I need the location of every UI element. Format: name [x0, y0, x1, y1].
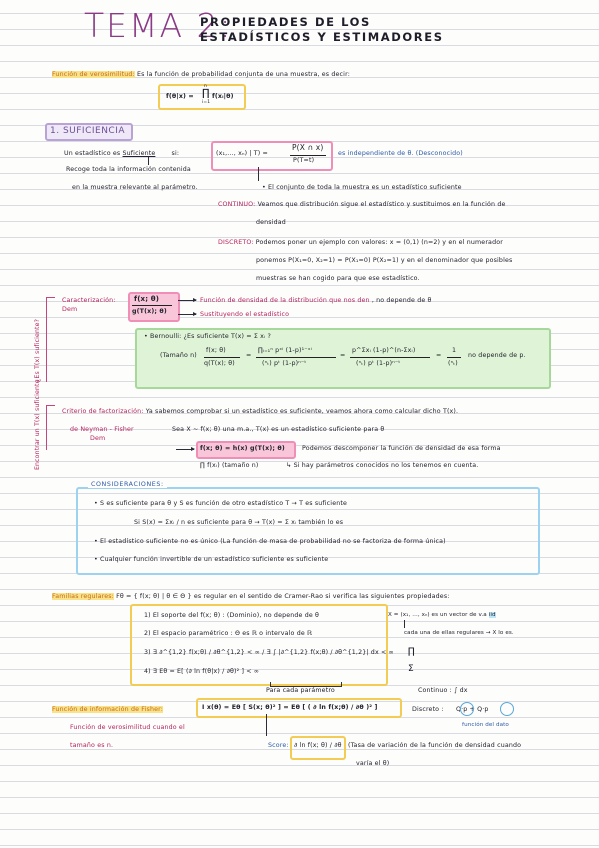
consideracion-1: • S es suficiente para θ y S es función de otro estadístico T → T es suficiente [94, 500, 348, 507]
discreto-text: Podemos poner un ejemplo con valores: x = (0,1) (n=2) y en el numerador [255, 239, 503, 246]
arrow-text-density: Función de densidad de la distribución que nos den [200, 297, 370, 304]
fisher-label: Función de información de Fisher: [52, 706, 164, 713]
continuo-line-1 [218, 201, 506, 208]
side-label-encontrar: Encontrar un T(x) suficiente [34, 379, 41, 470]
fisher-score-formula: ∂ ln f(x; θ) / ∂θ [294, 742, 342, 749]
caracterizacion-f: f(x; θ) [134, 295, 160, 303]
side-label-suficiente: ¿Es T(x) suficiente? [34, 318, 41, 382]
bernoulli-line-4 [447, 357, 461, 358]
factorizacion-neyman: de Neyman - Fisher [70, 426, 134, 433]
continuo-text: Veamos que distribución sigue el estadístico y sustituimos en la función de [257, 201, 506, 208]
continuo-line-2: densidad [256, 219, 286, 226]
bernoulli-mid-den: (ⁿₜ) pᵗ (1-p)ⁿ⁻ᵗ [262, 360, 307, 367]
fisher-discreto-formula: Q·p + Q·p [456, 706, 489, 713]
bernoulli-size: (Tamaño n) [160, 352, 197, 359]
discreto-line-3: muestras se han cogido para que ese estadístico. [256, 275, 420, 282]
suficiencia-heading: 1. SUFICIENCIA [50, 126, 126, 136]
factorizacion-prod: ∏ f(xᵢ) (tamaño n) [200, 462, 259, 469]
regular-prop-4: 4) ∃ Eθ = E[ (∂ ln f(θ|x) / ∂θ)² ] < ∞ [144, 668, 260, 675]
conjunto-arrow [258, 167, 259, 181]
regulares-sum-symbol: Σ [408, 664, 414, 674]
factorizacion-formula: f(x; θ) = h(x) g(T(x); θ) [200, 445, 285, 452]
factorizacion-podemos-2: ↳ Si hay parámetros conocidos no los tenemos en cuenta. [286, 462, 479, 469]
verosimilitud-formula-left: f(θ|x) = [166, 93, 194, 100]
factorizacion-label: Criterio de factorización: [62, 408, 144, 415]
regulares-line [52, 593, 450, 600]
caracterizacion-arrow-text-1 [200, 297, 432, 304]
definition-numerator: P(X ∩ x) [292, 143, 324, 152]
para-cada-parametro: Para cada parámetro [266, 687, 335, 694]
product-symbol: ∏ [202, 88, 210, 99]
bernoulli-mid-num: ∏ᵢ₌₁ⁿ pˣⁱ (1-p)¹⁻ˣⁱ [258, 347, 312, 354]
caracterizacion-arrow-1 [178, 300, 196, 301]
consideraciones-title: CONSIDERACIONES: [88, 481, 167, 488]
fisher-score-text-2: varía el θ) [356, 760, 390, 767]
regulares-prod-symbol: ∏ [408, 647, 415, 657]
definition-denominator: P(T=t) [293, 157, 315, 164]
bernoulli-line-3 [350, 357, 430, 358]
product-bottom: i=1 [202, 100, 211, 105]
continuo-label: CONTINUO: [218, 201, 256, 208]
definition-fraction-line [290, 155, 326, 156]
fisher-score-text-1: (Tasa de variación de la función de densidad cuando [348, 742, 522, 749]
regular-prop-3: 3) ∃ ∂^{1,2} f(x;θ) / ∂θ^{1,2} < ∞ / ∃ ∫ |∂^{1,2} f(x;θ) / ∂θ^{1,2}| dx < ∞ [144, 649, 394, 656]
factorizacion-sea: Sea X ~ f(x; θ) una m.a., T(x) es un estadístico suficiente para θ [172, 426, 385, 433]
fisher-circle-2 [500, 702, 514, 716]
discreto-label: DISCRETO: [218, 239, 254, 246]
fisher-score-arrow [266, 714, 267, 736]
definition-box-left: (x₁,..., xₙ) | T) = [216, 150, 268, 157]
definition-text: Un estadístico es [64, 150, 121, 157]
verosimilitud-formula-right: f(xᵢ|θ) [212, 93, 234, 100]
caracterizacion-g: g(T(x); θ) [132, 308, 167, 315]
bernoulli-line-2 [256, 357, 336, 358]
factorizacion-podemos-2-text: Si hay parámetros conocidos no los tenemos en cuenta. [293, 462, 479, 469]
fisher-funcion-line-1: Función de verosimilitud cuando el [70, 724, 185, 731]
bernoulli-line-1 [204, 357, 240, 358]
definition-word: Suficiente [122, 150, 156, 157]
fisher-funcion-dato: función del dato [462, 722, 509, 728]
discreto-line-1 [218, 239, 503, 246]
factorizacion-podemos-1: Podemos descomponer la función de densidad de esa forma [302, 445, 501, 452]
verosimilitud-section [52, 71, 350, 78]
fisher-discreto-label: Discreto : [412, 706, 444, 713]
regulares-label: Familias regulares: [52, 593, 114, 600]
verosimilitud-label: Función de verosimilitud: [52, 71, 135, 78]
factorizacion-text: Ya sabemos comprobar si un estadístico es suficiente, veamos ahora como calcular dicho T(x). [145, 408, 459, 415]
side-bracket-1 [46, 297, 55, 382]
recoge-line-1: Recoge toda la información contenida [66, 166, 191, 173]
caracterizacion-fraction-line [132, 305, 172, 306]
regular-prop-2: 2) El espacio paramétrico : Θ es ℝ o intervalo de ℝ [144, 630, 313, 637]
bernoulli-eq-1: = [246, 352, 252, 359]
bernoulli-title: • Bernoulli: ¿Es suficiente T(x) = Σ xᵢ ? [144, 333, 271, 340]
bernoulli-eq-2: = [340, 352, 346, 359]
verosimilitud-text: Es la función de probabilidad conjunta de una muestra, es decir: [137, 71, 350, 78]
caracterizacion-label: Caracterización: [62, 297, 116, 304]
title-line-1: PROPIEDADES DE LOS [200, 15, 371, 29]
regulares-vector: X = (x₁, ..., xₙ) es un vector de v.a [388, 612, 487, 618]
fisher-formula: I x(θ) = Eθ [ S(x; θ)² ] = Eθ [ ( ∂ ln f(x;θ) / ∂θ )² ] [202, 704, 378, 711]
side-bracket-2 [46, 405, 55, 450]
regulares-right-arrow [404, 620, 405, 628]
regulares-iid: iid [488, 612, 496, 618]
consideracion-2: Si S(x) = Σxᵢ / n es suficiente para θ → T(x) = Σ xᵢ también lo es [134, 519, 344, 526]
fisher-score-label: Score: [268, 742, 289, 749]
regulares-right-2: cada una de ellas regulares → X lo es. [404, 630, 514, 636]
title-tema: TEMA 2: [84, 6, 233, 45]
product-top: n [204, 84, 207, 89]
regulares-continuo: Continuo : ∫ dx [418, 687, 468, 694]
factorizacion-arrow [176, 449, 194, 450]
definition-after: es independiente de θ. (Desconocido) [338, 150, 463, 157]
arrow-text-nodepende: , no depende de θ [371, 297, 432, 304]
caracterizacion-arrow-2 [178, 314, 196, 315]
conjunto-bullet: • El conjunto de toda la muestra es un estadístico suficiente [262, 184, 462, 191]
definition-si: si: [171, 150, 180, 157]
fisher-circle-1 [460, 702, 474, 716]
regular-prop-1: 1) El soporte del f(x; θ) : (Dominio), no depende de θ [144, 612, 320, 619]
factorizacion-line-1 [62, 408, 458, 415]
consideracion-3: • El estadístico suficiente no es único (La función de masa de probabilidad no se factoriza de forma única) [94, 538, 446, 545]
bernoulli-one-num: 1 [452, 347, 457, 354]
definition-prefix [64, 150, 179, 157]
caracterizacion-arrow-text-2: Sustituyendo el estadístico [200, 311, 290, 318]
caracterizacion-dem: Dem [62, 306, 78, 313]
bernoulli-f-num: f(x; θ) [206, 347, 226, 354]
consideracion-4: • Cualquier función invertible de un estadístico suficiente es suficiente [94, 556, 329, 563]
regulares-right-1 [388, 612, 496, 618]
bernoulli-eq-3: = [436, 352, 442, 359]
title-line-2: ESTADÍSTICOS Y ESTIMADORES [200, 30, 444, 44]
bernoulli-right-den: (ⁿₜ) pᵗ (1-p)ⁿ⁻ᵗ [356, 360, 401, 367]
recoge-arrow [148, 157, 149, 165]
bernoulli-end: no depende de p. [468, 352, 526, 359]
discreto-line-2: ponemos P(X₁=0, X₂=1) = P(X₁=0) P(X₂=1) y en el denominador que posibles [256, 257, 513, 264]
para-cada-brace [270, 682, 342, 687]
recoge-line-2: en la muestra relevante al parámetro. [72, 184, 198, 191]
bernoulli-one-den: (ⁿₜ) [448, 360, 458, 367]
factorizacion-dem: Dem [90, 435, 106, 442]
bernoulli-f-den: q(T(x); θ) [204, 360, 235, 367]
fisher-funcion-line-2: tamaño es n. [70, 742, 114, 749]
regulares-text: Fθ = { f(x; θ) | θ ∈ Θ } es regular en el sentido de Cramer-Rao si verifica las siguientes propiedades: [116, 593, 450, 600]
bernoulli-right-num: p^Σxᵢ (1-p)^(n-Σxᵢ) [352, 347, 416, 354]
